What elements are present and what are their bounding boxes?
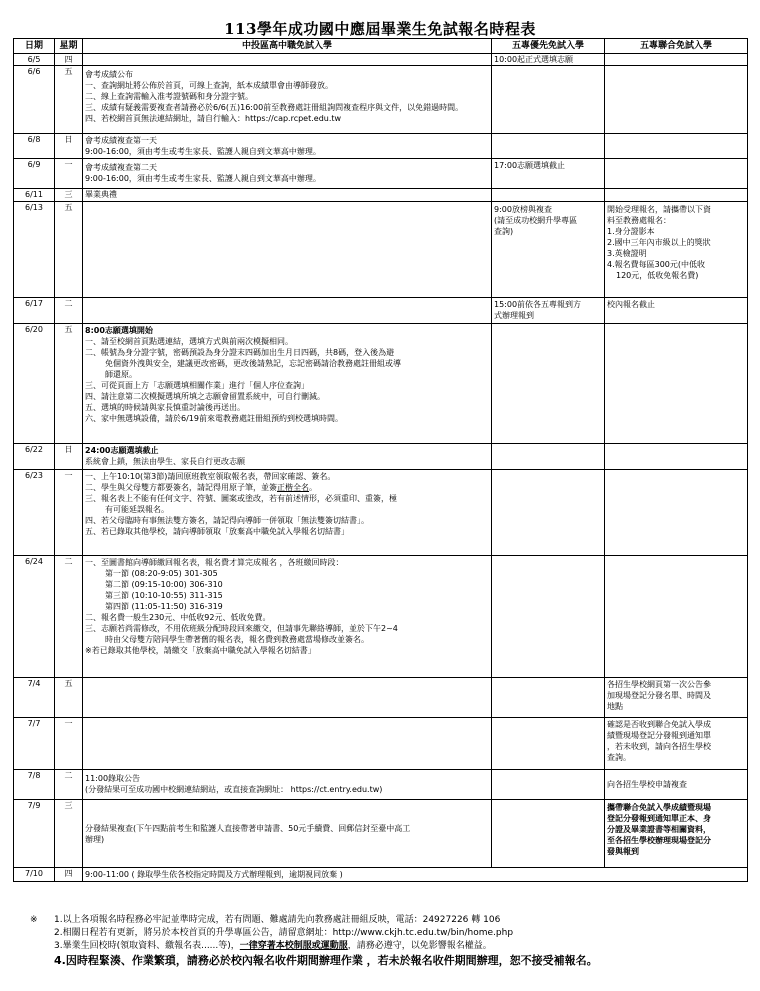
row-day: 四 <box>55 868 83 882</box>
period-slot: 第三節 (10:10-10:55) 311-315 <box>105 591 223 600</box>
zone-cell <box>83 202 492 298</box>
joint-text: 3.英檢證明 <box>607 249 647 258</box>
joint-cell <box>605 770 748 800</box>
priority-text: 式辦理報到 <box>494 311 534 320</box>
priority-cell <box>492 159 605 189</box>
table-row <box>14 770 748 800</box>
row-day: 五 <box>55 202 83 298</box>
joint-text: 地點 <box>607 702 623 711</box>
row-day: 二 <box>55 770 83 800</box>
zone-text: 分發結果複查(下午四點前考生和監護人直接帶著申請書、50元手續費、回郵信封至臺中高工 <box>85 823 411 833</box>
row-day: 一 <box>55 718 83 770</box>
joint-text: 4.報名費每區300元(中低收 <box>607 260 706 269</box>
joint-text: 1.身分證影本 <box>607 227 655 236</box>
period-slot: 第四節 (11:05-11:50) 316-319 <box>105 602 223 611</box>
joint-text: 分證及畢業證書等相關資料， <box>607 825 711 834</box>
zone-text: 畢業典禮 <box>85 190 117 199</box>
joint-cell <box>605 202 748 298</box>
priority-text: 15:00前依各五專報到方 <box>494 300 582 309</box>
row-day: 五 <box>55 678 83 718</box>
zone-text: 三、成績有疑義需要複查者請務必於6/6(五)16:00前至教務處註冊組詢問複查程序與文件，以免錯過時間。 <box>85 103 464 112</box>
zone-text: 五、若已錄取其他學校，請向導師領取「放棄高中職免試入學報名切結書」 <box>85 527 349 536</box>
row-day: 二 <box>55 556 83 678</box>
joint-text: 開始受理報名，請攜帶以下資 <box>607 205 711 214</box>
zone-cell <box>83 324 492 444</box>
row-date: 6/8 <box>14 134 55 159</box>
joint-cell <box>605 718 748 770</box>
header-priority: 五專優先免試入學 <box>492 39 605 54</box>
zone-text: 時由父母雙方陪同學生帶著舊的報名表，報名費到教務處當場修改並簽名。 <box>105 635 369 644</box>
joint-text: 查詢。 <box>607 753 631 762</box>
zone-text: 9:00-16:00，須由考生或考生家長、監護人親自到文華高中辦理。 <box>85 174 321 183</box>
priority-cell <box>492 470 605 556</box>
zone-text: 一、查詢網址將公佈於首頁，可線上查詢，紙本成績單會由導師發放。 <box>85 81 333 90</box>
zone-text-underlined: 正楷全名 <box>277 483 309 492</box>
priority-cell <box>492 66 605 134</box>
joint-text: 至各招生學校辦理現場登記分 <box>607 836 711 845</box>
zone-cell <box>83 444 492 470</box>
joint-text: 料至教務處報名： <box>607 216 671 225</box>
priority-text: (請至成功校網升學專區 <box>494 216 578 225</box>
zone-text-part: 。 <box>309 483 317 492</box>
priority-cell <box>492 556 605 678</box>
joint-cell <box>605 189 748 202</box>
note-3-part: ，請務必遵守，以免影響報名權益。 <box>347 941 492 951</box>
joint-cell <box>605 324 748 444</box>
zone-cell <box>83 189 492 202</box>
joint-cell <box>605 470 748 556</box>
priority-cell <box>492 189 605 202</box>
row-day: 日 <box>55 444 83 470</box>
priority-cell <box>492 770 605 800</box>
joint-text: 各招生學校網頁第一次公告參 <box>607 680 711 689</box>
header-date: 日期 <box>14 39 55 54</box>
joint-cell <box>605 54 748 66</box>
zone-cell <box>83 470 492 556</box>
priority-text: 查詢) <box>494 227 514 236</box>
priority-text: 10:00起正式選填志願 <box>494 55 574 64</box>
joint-text: 120元，低收免報名費) <box>616 271 699 280</box>
note-4: 4.因時程緊湊、作業繁瑣，請務必於校內報名收件期間辦理作業 ，若未於報名收件期間辦理，恕不接受補報名。 <box>54 954 598 967</box>
zone-cell <box>83 800 492 868</box>
schedule-table <box>13 38 748 882</box>
table-row <box>14 202 748 298</box>
zone-text: 會考成績複查第一天 <box>85 136 157 145</box>
row-day: 日 <box>55 134 83 159</box>
zone-cell <box>83 678 492 718</box>
joint-cell <box>605 159 748 189</box>
zone-text: (分發結果可至成功國中校網連結網站，或直接查詢網址： https://ct.entry.edu.tw) <box>85 785 383 794</box>
table-row <box>14 324 748 444</box>
table-row <box>14 189 748 202</box>
table-row <box>14 159 748 189</box>
zone-text: 有可能延誤報名。 <box>105 505 169 514</box>
zone-text: 11:00錄取公告 <box>85 774 141 783</box>
zone-text: 系統會上鎖，無法由學生、家長自行更改志願 <box>85 457 245 466</box>
row-day: 一 <box>55 470 83 556</box>
zone-text: 二、帳號為身分證字號，密碼預設為身分證末四碼加出生月日四碼，共8碼，登入後為避 <box>85 348 395 357</box>
zone-text: 一、上午10:10(第3節)請回原班教室領取報名表，帶回家確認、簽名。 <box>85 472 336 481</box>
zone-text: 六、家中無選填設備，請於6/19前來電教務處註冊組預約到校選填時間。 <box>85 414 343 423</box>
row-day: 四 <box>55 54 83 66</box>
zone-cell <box>83 718 492 770</box>
joint-cell <box>605 298 748 324</box>
priority-cell <box>492 324 605 444</box>
zone-text: ※若已錄取其他學校，請繳交「放棄高中職免試入學報名切結書」 <box>85 646 316 655</box>
joint-cell <box>605 800 748 868</box>
joint-cell <box>605 134 748 159</box>
header-zone: 中投區高中職免試入學 <box>83 39 492 54</box>
priority-text: 9:00放榜與複查 <box>494 205 552 214</box>
table-row <box>14 556 748 678</box>
priority-cell <box>492 718 605 770</box>
zone-text <box>85 482 489 493</box>
zone-text: 會考成績公布 <box>85 70 133 79</box>
zone-text: 五、選填的時候請與家長慎重討論後再送出。 <box>85 403 245 412</box>
row-day: 一 <box>55 159 83 189</box>
table-row <box>14 868 748 882</box>
joint-cell <box>605 66 748 134</box>
joint-text: 向各招生學校申請複查 <box>607 780 687 789</box>
zone-cell <box>83 868 748 882</box>
zone-cell <box>83 159 492 189</box>
period-slot: 第二節 (09:15-10:00) 306-310 <box>105 580 223 589</box>
table-row <box>14 678 748 718</box>
row-date: 7/8 <box>14 770 55 800</box>
row-day: 五 <box>55 66 83 134</box>
page-title: 113學年成功國中應屆畢業生免試報名時程表 <box>224 20 536 38</box>
header-day: 星期 <box>55 39 83 54</box>
row-date: 6/11 <box>14 189 55 202</box>
table-row <box>14 718 748 770</box>
table-row <box>14 134 748 159</box>
zone-cell <box>83 770 492 800</box>
row-day: 二 <box>55 298 83 324</box>
priority-cell <box>492 54 605 66</box>
note-1: 1.以上各項報名時程務必牢記並準時完成，若有問題、難處請先向教務處註冊組反映，電話：24927226 轉 106 <box>54 915 501 925</box>
zone-cell <box>83 298 492 324</box>
zone-text: 24:00志願選填截止 <box>85 446 159 455</box>
zone-text: 師還原。 <box>105 370 137 379</box>
row-day: 五 <box>55 324 83 444</box>
priority-text: 17:00志願選填截止 <box>494 161 566 170</box>
zone-text: 8:00志願選填開始 <box>85 326 153 335</box>
zone-text: 四、請注意第二次模擬選填所填之志願會留置系統中，可自行刪減。 <box>85 392 325 401</box>
note-mark: ※ <box>30 915 38 925</box>
joint-text: 登記分發報到通知單正本、身 <box>607 814 711 823</box>
table-row <box>14 54 748 66</box>
joint-text: 校內報名截止 <box>607 300 655 309</box>
joint-text: 加現場登記分發名單、時間及 <box>607 691 711 700</box>
priority-cell <box>492 800 605 868</box>
zone-text: 三、志願若尚需修改，不用依班級分配時段回來繳交，但請事先聯絡導師，並於下午2~4 <box>85 624 398 633</box>
note-3-emphasis: 一律穿著本校制服或運動服 <box>239 941 348 951</box>
priority-cell <box>492 134 605 159</box>
footnotes <box>30 914 750 969</box>
joint-text: 2.國中三年內市級以上的獎狀 <box>607 238 711 247</box>
table-row <box>14 66 748 134</box>
joint-cell <box>605 444 748 470</box>
zone-text: 四、若父母臨時有事無法雙方簽名，請記得向導師一併領取「無法雙簽切結書」。 <box>85 516 369 525</box>
table-header-row <box>14 39 748 54</box>
row-date: 6/24 <box>14 556 55 678</box>
priority-cell <box>492 298 605 324</box>
note-3-part: 3.畢業生回校時(領取資料、繳報名表......等)， <box>54 941 240 951</box>
period-slot: 第一節 (08:20-9:05) 301-305 <box>105 569 218 578</box>
row-date: 6/17 <box>14 298 55 324</box>
priority-cell <box>492 678 605 718</box>
row-date: 7/7 <box>14 718 55 770</box>
joint-cell <box>605 556 748 678</box>
row-date: 6/6 <box>14 66 55 134</box>
note-3 <box>30 940 750 953</box>
zone-cell <box>83 134 492 159</box>
zone-cell <box>83 556 492 678</box>
table-row <box>14 298 748 324</box>
table-row <box>14 470 748 556</box>
joint-text: 績暨現場登記分發報到通知單 <box>607 731 711 740</box>
row-date: 6/22 <box>14 444 55 470</box>
zone-text: 三、報名表上不能有任何文字、符號、圖案或塗改，若有前述情形，必須重印、重簽，極 <box>85 494 397 503</box>
row-date: 6/9 <box>14 159 55 189</box>
zone-text: 會考成績複查第二天 <box>85 163 157 172</box>
priority-cell <box>492 444 605 470</box>
row-date: 6/20 <box>14 324 55 444</box>
priority-cell <box>492 202 605 298</box>
row-date: 6/23 <box>14 470 55 556</box>
joint-text: ，若未收到，請向各招生學校 <box>607 742 711 751</box>
joint-text: 攜帶聯合免試入學成績暨現場 <box>607 803 711 812</box>
zone-text: 辦理) <box>85 834 105 844</box>
table-row <box>14 444 748 470</box>
zone-text: 9:00-11:00 ( 錄取學生依各校指定時間及方式辦理報到，逾期視同放棄 ) <box>85 870 343 879</box>
zone-text-part: 二、學生與父母雙方都要簽名，請記得用原子筆，並簽 <box>85 483 277 492</box>
zone-text: 一、請至校網首頁點選連結，選填方式與前兩次模擬相同。 <box>85 337 293 346</box>
zone-text: 一、至圖書館向導師繳回報名表，報名費才算完成報名 ，各班繳回時段： <box>85 558 344 567</box>
note-2: 2.相關日程若有更新，將另於本校首頁的升學專區公告，請留意網址：http://www.ckjh.tc.edu.tw/bin/home.php <box>54 928 514 938</box>
row-day: 三 <box>55 800 83 868</box>
row-date: 7/9 <box>14 800 55 868</box>
row-date: 6/13 <box>14 202 55 298</box>
row-date: 7/10 <box>14 868 55 882</box>
zone-cell <box>83 66 492 134</box>
row-date: 6/5 <box>14 54 55 66</box>
zone-text: 9:00-16:00，須由考生或考生家長、監護人親自到文華高中辦理。 <box>85 147 321 156</box>
zone-text: 二、線上查詢需輸入准考證號碼和身分證字號。 <box>85 92 253 101</box>
row-day: 三 <box>55 189 83 202</box>
joint-text: 發與報到 <box>607 847 639 856</box>
joint-cell <box>605 678 748 718</box>
zone-text: 四、若校網首頁無法連結網址，請自行輸入：https://cap.rcpet.edu.tw <box>85 114 342 123</box>
zone-text: 三、可從頁面上方「志願選填相關作業」進行「個人序位查詢」 <box>85 381 309 390</box>
joint-text: 確認是否收到聯合免試入學成 <box>607 720 711 729</box>
table-row <box>14 800 748 868</box>
zone-text: 免個資外洩與安全，建議更改密碼，更改後請熟記，忘記密碼請洽教務處註冊組或導 <box>105 359 401 368</box>
zone-text: 二、報名費一般生230元、中低收92元、低收免費。 <box>85 613 271 622</box>
header-joint: 五專聯合免試入學 <box>605 39 748 54</box>
zone-cell <box>83 54 492 66</box>
row-date: 7/4 <box>14 678 55 718</box>
